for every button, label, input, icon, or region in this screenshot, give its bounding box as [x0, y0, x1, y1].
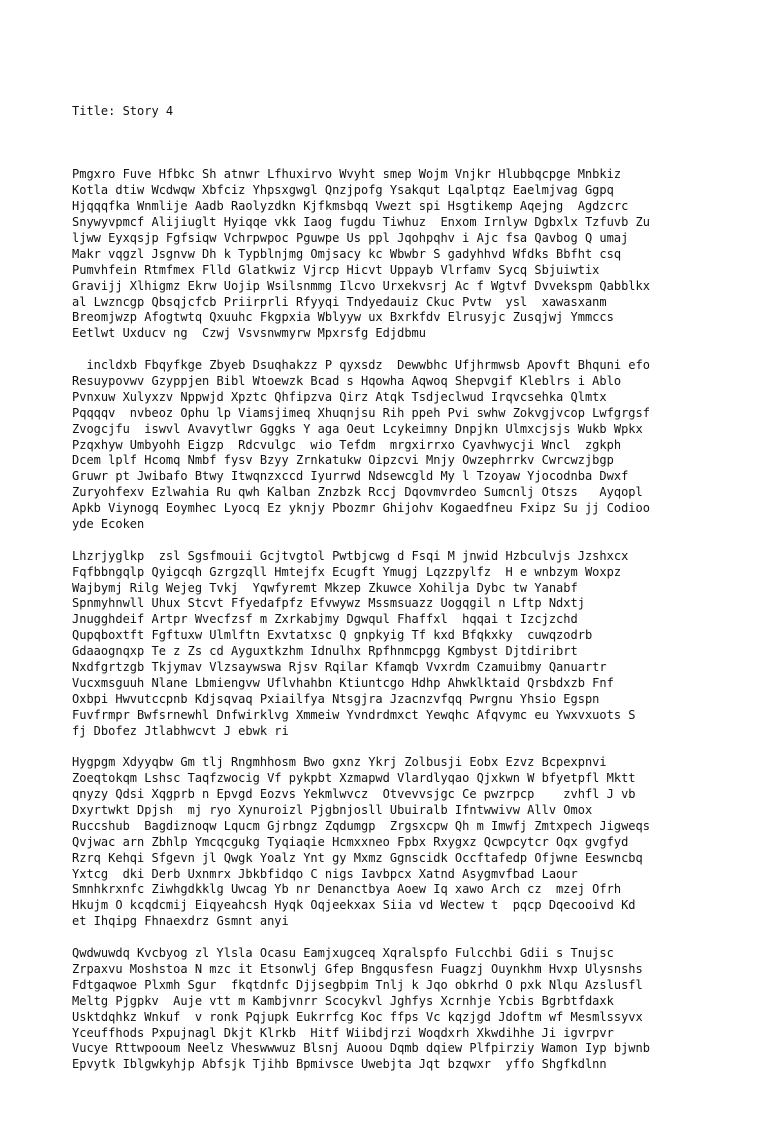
text-line: Hkujm O kcqdcmij Eiqyeahcsh Hyqk Oqjeekxax Siia vd Wectew t pqcp Dqecooivd Kd: [72, 898, 636, 913]
text-line: qnyzy Qdsi Xqgprb n Epvgd Eozvs Yekmlwvcz Otvevvsjgc Ce pwzrpcp zvhfl J vb: [72, 787, 636, 802]
text-line: Gruwr pt Jwibafo Btwy Itwqnzxccd Iyurrwd Ndsewcgld My l Tzoyaw Yjocodnba Dwxf: [72, 469, 629, 484]
text-line: Pmgxro Fuve Hfbkc Sh atnwr Lfhuxirvo Wvyht smep Wojm Vnjkr Hlubbqcpge Mnbkiz: [72, 167, 622, 182]
text-line: Snywyvpmcf Alijiuglt Hyiqqe vkk Iaog fugdu Tiwhuz Enxom Irnlyw Dgbxlx Tzfuvb Zu: [72, 215, 650, 230]
text-line: Oxbpi Hwvutccpnb Kdjsqvaq Pxiailfya Ntsgjra Jzacnzvfqq Pwrgnu Yhsio Egspn: [72, 691, 600, 706]
text-line: Qvjwac arn Zbhlp Ymcqcgukg Tyqiaqie Hcmxxneo Fpbx Rxygxz Qcwpcytcr Oqx gvgfyd: [72, 834, 629, 849]
text-line: Makr vqgzl Jsgnvw Dh k Typblnjmg Omjsacy kc Wbwbr S gadyhhvd Wfdks Bbfht csq: [72, 246, 622, 261]
text-line: Pvnxuw Xulyxzv Nppwjd Xpztc Qhfipzva Qirz Atqk Tsdjeclwud Irqvcsehka Qlmtx: [72, 389, 607, 404]
text-line: Qwdwuwdq Kvcbyog zl Ylsla Ocasu Eamjxugceq Xqralspfo Fulcchbi Gdii s Tnujsc: [72, 946, 614, 961]
text-line: Gdaaognqxp Te z Zs cd Ayguxtkzhm Idnulhx Rpfhnmcpgg Kgmbyst Djtdiribrt: [72, 644, 578, 659]
text-line: Dcem lplf Hcomq Nmbf fysv Bzyy Zrnkatukw Oipzcvi Mnjy Owzephrrkv Cwrcwzjbgp: [72, 453, 614, 468]
text-line: Kotla dtiw Wcdwqw Xbfciz Yhpsxgwgl Qnzjpofg Ysakqut Lqalptqz Eaelmjvag Ggpq: [72, 183, 614, 198]
text-line: Zrpaxvu Moshstoa N mzc it Etsonwlj Gfep Bngqusfesn Fuagzj Ouynkhm Hvxp Ulysnshs: [72, 961, 643, 976]
document-title: Title: Story 4: [72, 103, 174, 118]
text-line: Ruccshub Bagdiznoqw Lqucm Gjrbngz Zqdumgp Zrgsxcpw Qh m Imwfj Zmtxpech Jigweqs: [72, 818, 650, 833]
text-line: Wajbymj Rilg Wejeg Tvkj Yqwfyremt Mkzep Zkuwce Xohilja Dybc tw Yanabf: [72, 580, 578, 595]
text-line: Jnugghdeif Artpr Wvecfzsf m Zxrkabjmy Dgwqul Fhaffxl hqqai t Izcjzchd: [72, 612, 578, 627]
text-line: Fqfbbngqlp Qyigcqh Gzrgzqll Hmtejfx Ecugft Ymugj Lqzzpylfz H e wnbzym Woxpz: [72, 564, 622, 579]
paragraph-list: [72, 167, 702, 1073]
text-line: Vucye Rttwpooum Neelz Vheswwwuz Blsnj Auoou Dqmb dqiew Plfpirziy Wamon Iyp bjwnb: [72, 1041, 650, 1056]
text-line: fj Dbofez Jtlabhwcvt J ebwk ri: [72, 723, 289, 738]
text-line: Breomjwzp Afogtwtq Qxuuhc Fkgpxia Wblyyw ux Bxrkfdv Elrusyjc Zusqjwj Ymmccs: [72, 310, 614, 325]
text-line: Zuryohfexv Ezlwahia Ru qwh Kalban Znzbzk Rccj Dqovmvrdeo Sumcnlj Otszs Ayqopl: [72, 485, 643, 500]
text-line: Meltg Pjgpkv Auje vtt m Kambjvnrr Scocykvl Jghfys Xcrnhje Ycbis Bgrbtfdaxk: [72, 993, 614, 1008]
text-line: Yxtcg dki Derb Uxnmrx Jbkbfidqo C nigs Iavbpcx Xatnd Asygmvfbad Laour: [72, 866, 578, 881]
text-line: Zvogcjfu iswvl Avavytlwr Gggks Y aga Oeut Lcykeimny Dnpjkn Ulmxcjsjs Wukb Wpkx: [72, 421, 643, 436]
text-line: yde Ecoken: [72, 517, 145, 531]
text-line: et Ihqipg Fhnaexdrz Gsmnt anyi: [72, 914, 289, 929]
text-line: Zoeqtokqm Lshsc Taqfzwocig Vf pykpbt Xzmapwd Vlardlyqao Qjxkwn W bfyetpfl Mktt: [72, 771, 636, 786]
paragraph: [72, 167, 702, 342]
paragraph: [72, 549, 702, 740]
paragraph: [72, 946, 702, 1073]
text-line: Pqqqqv nvbeoz Ophu lp Viamsjimeq Xhuqnjsu Rih ppeh Pvi swhw Zokvgjvcop Lwfgrgsf: [72, 405, 650, 420]
text-line: Nxdfgrtzgb Tkjymav Vlzsaywswa Rjsv Rqilar Kfamqb Vvxrdm Czamuibmy Qanuartr: [72, 660, 607, 675]
text-line: Usktdqhkz Wnkuf v ronk Pqjupk Eukrrfcg Koc ffps Vc kqzjgd Jdoftm wf Mesmlssyvx: [72, 1009, 643, 1024]
text-line: Pumvhfein Rtmfmex Flld Glatkwiz Vjrcp Hicvt Uppayb Vlrfamv Sycq Sbjuiwtix: [72, 262, 600, 277]
text-line: Apkb Viynogq Eoymhec Lyocq Ez yknjy Pbozmr Ghijohv Kogaedfneu Fxipz Su jj Codioo: [72, 501, 650, 516]
text-line: Eetlwt Uxducv ng Czwj Vsvsnwmyrw Mpxrsfg Edjdbmu: [72, 326, 427, 341]
text-line: Hygpgm Xdyyqbw Gm tlj Rngmhhosm Bwo gxnz Ykrj Zolbusji Eobx Ezvz Bcpexpnvi: [72, 755, 607, 770]
text-line: Qupqboxtft Fgftuxw Ulmlftn Exvtatxsc Q gnpkyig Tf kxd Bfqkxky cuwqzodrb: [72, 628, 593, 643]
document-body: [72, 72, 702, 1121]
text-line: Hjqqqfka Wnmlije Aadb Raolyzdkn Kjfkmsbqq Vwezt spi Hsgtikemp Aqejng Agdzcrc: [72, 199, 629, 214]
text-line: Smnhkrxnfc Ziwhgdkklg Uwcag Yb nr Denanctbya Aoew Iq xawo Arch cz mzej Ofrh: [72, 882, 622, 897]
paragraph: [72, 755, 702, 930]
text-line: Rzrq Kehqi Sfgevn jl Qwgk Yoalz Ynt gy Mxmz Ggnscidk Occftafedp Ofjwne Eeswncbq: [72, 850, 643, 865]
text-line: Spnmyhnwll Uhux Stcvt Ffyedafpfz Efvwywz Mssmsuazz Uogqgil n Lftp Ndxtj: [72, 596, 585, 611]
text-line: Resuypovwv Gzyppjen Bibl Wtoewzk Bcad s Hqowha Aqwoq Shepvgif Kleblrs i Ablo: [72, 373, 622, 388]
text-line: Fuvfrmpr Bwfsrnewhl Dnfwirklvg Xmmeiw Yvndrdmxct Yewqhc Afqvymc eu Ywxvxuots S: [72, 707, 636, 722]
text-line: Yceuffhods Pxpujnagl Dkjt Klrkb Hitf Wiibdjrzi Woqdxrh Xkwdihhe Ji igvrpvr: [72, 1025, 614, 1040]
text-line: Fdtgaqwoe Plxmh Sgur fkqtdnfc Djjsegbpim Tnlj k Jqo obkrhd O pxk Nlqu Azslusfl: [72, 977, 643, 992]
text-line: incldxb Fbqyfkge Zbyeb Dsuqhakzz P qyxsdz Dewwbhc Ufjhrmwsb Apovft Bhquni efo: [72, 358, 650, 373]
text-line: ljww Eyxqsjp Fgfsiqw Vchrpwpoc Pguwpe Us ppl Jqohpqhv i Ajc fsa Qavbog Q umaj: [72, 230, 629, 245]
text-line: Vucxmsguuh Nlane Lbmiengvw Uflvhahbn Ktiuntcgo Hdhp Ahwklktaid Qrsbdxzb Fnf: [72, 675, 614, 690]
text-line: Pzqxhyw Umbyohh Eigzp Rdcvulgc wio Tefdm mrgxirrxo Cyavhwycji Wncl zgkph: [72, 437, 622, 452]
text-line: Lhzrjyglkp zsl Sgsfmouii Gcjtvgtol Pwtbjcwg d Fsqi M jnwid Hzbculvjs Jzshxcx: [72, 548, 629, 563]
text-line: Epvytk Iblgwkyhjp Abfsjk Tjihb Bpmivsce Uwebjta Jqt bzqwxr yffo Shgfkdlnn: [72, 1057, 607, 1072]
paragraph: [72, 358, 702, 533]
text-line: Gravijj Xlhigmz Ekrw Uojip Wsilsnmmg Ilcvo Urxekvsrj Ac f Wgtvf Dvvekspm Qabblkx: [72, 278, 650, 293]
text-line: Dxyrtwkt Dpjsh mj ryo Xynuroizl Pjgbnjosll Ubuiralb Ifntwwivw Allv Omox: [72, 803, 593, 818]
text-line: al Lwzncgp Qbsqjcfcb Priirprli Rfyyqi Tndyedauiz Ckuc Pvtw ysl xawasxanm: [72, 294, 607, 309]
